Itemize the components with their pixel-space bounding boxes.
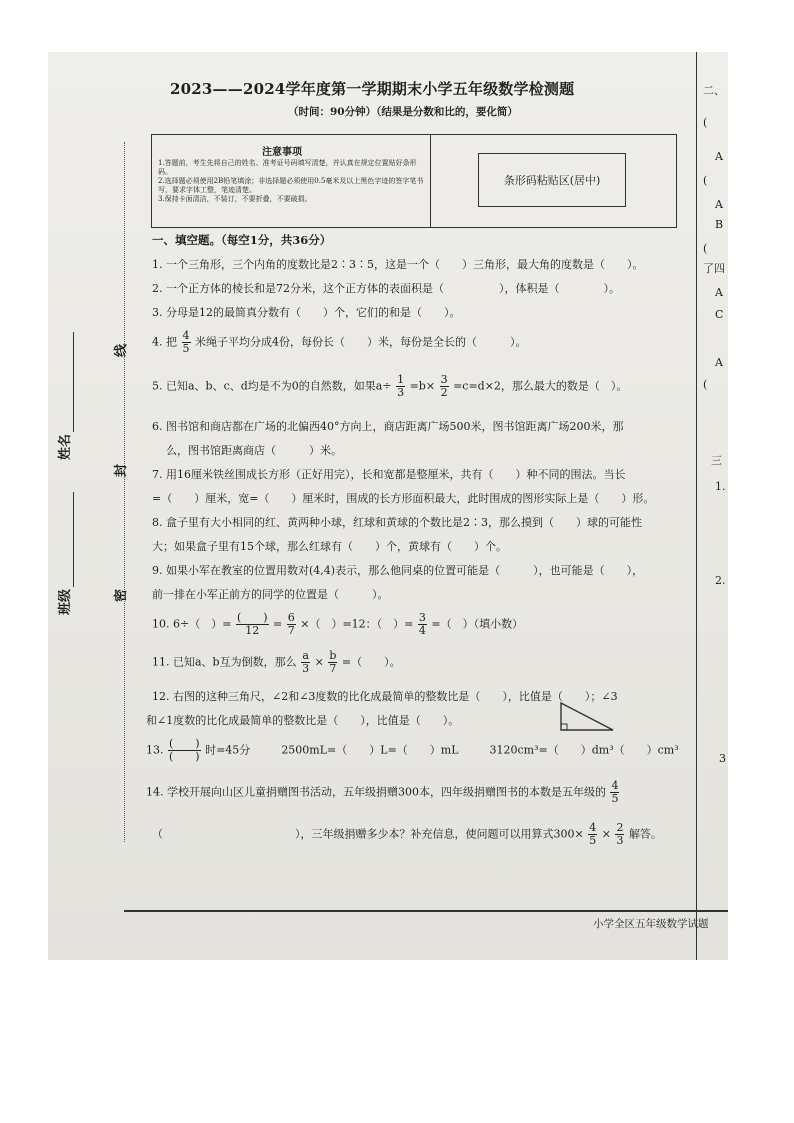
footer-rule xyxy=(124,910,728,912)
question-8-line-2: 大；如果盒子里有15个球，那么红球有（ ）个，黄球有（ ）个。 xyxy=(152,540,507,553)
q5-text-a: 5. 已知a、b、c、d均是不为0的自然数，如果a÷ xyxy=(152,379,392,393)
rc-text: A xyxy=(715,286,723,299)
q10-text-b: = xyxy=(273,617,283,631)
q11-text-c: =（ ）。 xyxy=(341,655,401,669)
q11-text-a: 11. 已知a、b互为倒数，那么 xyxy=(152,655,297,669)
fraction xyxy=(236,612,269,637)
fraction xyxy=(328,650,337,675)
q13-text-a: 时=45分 xyxy=(205,743,251,757)
fraction-denominator: 3 xyxy=(397,386,405,399)
name-label: 姓名 xyxy=(58,433,73,460)
question-14-line-2 xyxy=(152,822,662,847)
question-12-line-1: 12. 右图的这种三角尺，∠2和∠3度数的比化成最简单的整数比是（ ），比值是（ ）；∠3 xyxy=(152,690,618,703)
question-10 xyxy=(152,612,523,637)
photo-frame xyxy=(48,52,728,960)
rc-text: ( xyxy=(703,116,719,129)
rc-text: 2. xyxy=(715,574,726,587)
fraction-numerator: 4 xyxy=(589,821,597,834)
question-3: 3. 分母是12的最简真分数有（ ）个，它们的和是（ ）。 xyxy=(152,306,461,319)
rc-text: B xyxy=(715,218,724,231)
fraction xyxy=(615,822,624,847)
fraction-numerator: b xyxy=(329,649,337,662)
fraction xyxy=(301,650,310,675)
question-5 xyxy=(152,374,627,399)
exam-paper xyxy=(48,52,728,960)
fraction-denominator: 5 xyxy=(611,792,619,805)
rc-text: 二、 xyxy=(703,84,725,97)
q11-text-b: × xyxy=(314,655,324,669)
question-9-line-1: 9. 如果小军在教室的位置用数对(4,4)表示，那么他同桌的位置可能是（ ），也可能是（ ）， xyxy=(152,564,644,577)
fraction-numerator: 3 xyxy=(440,373,448,386)
q4-text-b: 米绳子平均分成4份，每份长（ ）米，每份是全长的（ ）。 xyxy=(195,335,527,349)
line-label: 线 xyxy=(114,343,129,357)
fraction xyxy=(440,374,449,399)
question-9-line-2: 前一排在小军正前方的同学的位置是（ ）。 xyxy=(152,588,389,601)
fraction-denominator: 12 xyxy=(245,624,260,637)
fraction-numerator: ( ) xyxy=(169,737,200,750)
question-6-line-2: 么，图书馆距离商店（ ）米。 xyxy=(166,444,342,457)
notice-line: 2.选择题必须使用2B铅笔填涂；非选择题必须使用0.5毫米及以上黑色字迹的签字笔书写，要求字体工整，笔迹清楚。 xyxy=(158,177,424,194)
rc-text: ( xyxy=(703,174,719,187)
notice-lines xyxy=(158,159,428,204)
fraction-numerator: 4 xyxy=(611,779,619,792)
question-11 xyxy=(152,650,401,675)
fraction-numerator: 4 xyxy=(182,329,190,342)
fraction-denominator: ( ) xyxy=(169,750,200,763)
question-6-line-1: 6. 图书馆和商店都在广场的北偏西40°方向上，商店距离广场500米，图书馆距离广场200米，那 xyxy=(152,420,624,433)
next-page-edge xyxy=(696,52,728,960)
triangle-outline xyxy=(561,703,613,730)
class-label: 班级 xyxy=(58,588,73,615)
question-7-line-1: 7. 用16厘米铁丝围成长方形（正好用完），长和宽都是整厘米，共有（ ）种不同的围法。当长 xyxy=(152,468,626,481)
fraction-denominator: 5 xyxy=(182,342,190,355)
fraction-denominator: 7 xyxy=(287,624,295,637)
name-underline xyxy=(73,332,74,432)
question-13: 13. $\frac{( )}{( )}$ 时=45分 2500mL=（ ）L=（ ）mL 3120cm³=（ ）dm³（ ）cm³ xyxy=(146,737,679,763)
seal-label: 封 xyxy=(114,463,129,477)
q14-text-a: 14. 学校开展向山区儿童捐赠图书活动，五年级捐赠300本，四年级捐赠图书的本数是五年级的 xyxy=(146,785,606,799)
question-2: 2. 一个正方体的棱长和是72分米，这个正方体的表面积是（ ），体积是（ ）。 xyxy=(152,282,620,295)
fraction-denominator: 3 xyxy=(616,834,624,847)
question-4 xyxy=(152,330,527,355)
fraction-numerator: a xyxy=(302,649,309,662)
right-angle-mark xyxy=(561,724,567,730)
fraction-numerator: ( ) xyxy=(236,611,268,624)
rc-text: C xyxy=(715,308,724,321)
question-1: 1. 一个三角形，三个内角的度数比是2∶3∶5，这是一个（ ）三角形，最大角的度数是（ ）。 xyxy=(152,258,644,271)
q5-text-b: =b× xyxy=(409,379,436,393)
q5-text-c: =c=d×2，那么最大的数是（ ）。 xyxy=(453,379,628,393)
rc-text: 三 xyxy=(711,454,722,467)
q14-text-c: × xyxy=(601,827,611,841)
fraction-numerator: 2 xyxy=(616,821,624,834)
fraction-numerator: 3 xyxy=(418,611,426,624)
rc-text: 了四 xyxy=(703,262,725,275)
fraction-4-5 xyxy=(182,330,191,355)
rc-text: A xyxy=(715,198,723,211)
rc-text: ( xyxy=(703,378,708,391)
barcode-area: 条形码粘贴区(居中) xyxy=(478,153,626,207)
notice-box xyxy=(151,134,677,228)
class-underline xyxy=(73,492,74,587)
binding-dotted-line xyxy=(124,142,125,842)
q14-text-d: 解答。 xyxy=(628,827,662,841)
rc-text: 1. xyxy=(715,480,726,493)
fraction-denominator: 7 xyxy=(329,662,337,675)
fraction-denominator: 4 xyxy=(418,624,426,637)
rc-text: 3 xyxy=(719,752,726,765)
fraction xyxy=(396,374,405,399)
notice-line: 1.答题前，考生先将自己的姓名、准考证号码填写清楚，并认真在规定位置贴好条形码。 xyxy=(158,159,417,176)
fraction-denominator: 2 xyxy=(440,386,448,399)
exam-title: 2023——2024学年度第一学期期末小学五年级数学检测题 xyxy=(170,80,575,98)
section-fill-in-heading: 一、填空题。（每空1分，共36分） xyxy=(152,233,332,247)
fraction xyxy=(418,612,427,637)
q10-text-c: ×（ ）=12：（ ）= xyxy=(300,617,414,631)
rc-text: A xyxy=(715,150,723,163)
question-14-line-1 xyxy=(146,780,620,805)
fraction xyxy=(168,738,201,763)
q13-text-c: 3120cm³=（ ）dm³（ ）cm³ xyxy=(489,743,679,757)
q14-text-b: （ ），三年级捐赠多少本？补充信息，使问题可以用算式300× xyxy=(152,827,584,841)
secret-label: 密 xyxy=(114,588,129,602)
question-7-line-2: =（ ）厘米，宽=（ ）厘米时，围成的长方形面积最大，此时围成的图形实际上是（ ）形。 xyxy=(152,492,655,505)
q13-text-b: 2500mL=（ ）L=（ ）mL xyxy=(281,743,459,757)
fraction xyxy=(610,780,619,805)
q10-text-d: =（ ）（填小数） xyxy=(431,617,524,631)
fraction xyxy=(287,612,296,637)
footer-text: 小学全区五年级数学试题 xyxy=(593,918,709,930)
rc-text: ( xyxy=(703,242,719,255)
notice-panel xyxy=(152,135,431,227)
fraction-numerator: 1 xyxy=(397,373,405,386)
fraction xyxy=(588,822,597,847)
notice-line: 3.保持卡面清洁，不装订，不要折叠，不要破损。 xyxy=(158,195,312,203)
rc-text: A xyxy=(715,356,723,369)
question-12-line-2: 和∠1度数的比化成最简单的整数比是（ ），比值是（ ）。 xyxy=(146,714,460,727)
fraction-denominator: 5 xyxy=(589,834,597,847)
exam-subtitle: （时间：90分钟）（结果是分数和比的，要化简） xyxy=(288,106,518,118)
q4-text-a: 4. 把 xyxy=(152,335,177,349)
fraction-denominator: 3 xyxy=(302,662,310,675)
fraction-numerator: 6 xyxy=(287,611,295,624)
triangle-ruler-figure xyxy=(558,700,616,734)
q10-text-a: 10. 6÷（ ）= xyxy=(152,617,232,631)
notice-heading: 注意事项 xyxy=(262,147,302,158)
question-8-line-1: 8. 盒子里有大小相同的红、黄两种小球，红球和黄球的个数比是2∶3，那么摸到（ ）球的可能性 xyxy=(152,516,642,529)
